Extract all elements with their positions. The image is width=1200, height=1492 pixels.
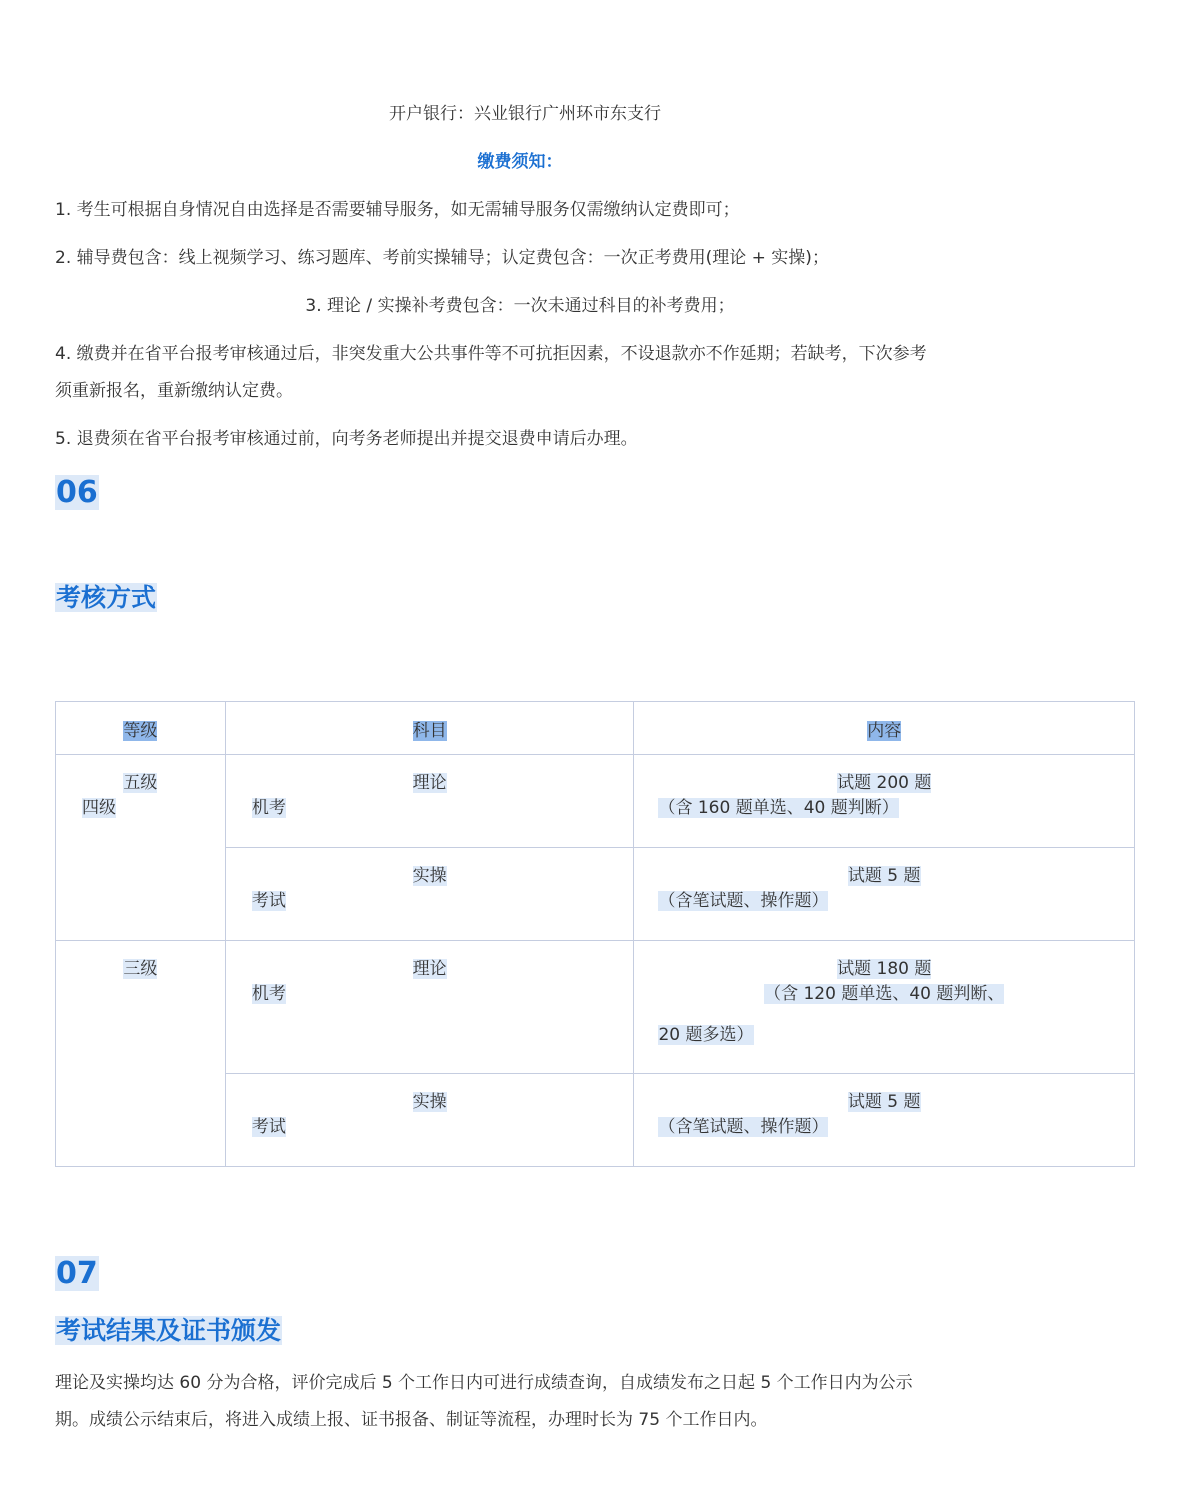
- subject-mode: 机考: [251, 798, 286, 818]
- subject-cell: [225, 848, 634, 941]
- bank-info: 开户银行：兴业银行广州环市东支行: [389, 104, 661, 124]
- fee-notice-item: 1. 考生可根据自身情况自由选择是否需要辅导服务，如无需辅导服务仅需缴纳认定费即可；: [55, 200, 740, 220]
- content-line: （含 160 题单选、40 题判断）: [658, 798, 899, 818]
- section-06-number-wrap: [55, 474, 99, 512]
- subject-cell: [225, 755, 634, 848]
- fee-notice-title: 缴费须知：: [477, 152, 563, 172]
- content-cell: [634, 755, 1135, 848]
- fee-notice-item-continued: 须重新报名，重新缴纳认定费。: [55, 381, 293, 401]
- header-cell: [634, 702, 1135, 755]
- level-cell: [56, 755, 226, 941]
- subject-label: 理论: [412, 959, 447, 979]
- header-subject: 科目: [412, 720, 447, 741]
- subject-mode: 考试: [251, 1117, 286, 1137]
- subject-mode: 考试: [251, 891, 286, 911]
- header-level: 等级: [123, 720, 158, 741]
- content-cell: [634, 1074, 1135, 1167]
- subject-cell: [225, 941, 634, 1074]
- section-number: 07: [56, 1256, 98, 1291]
- fee-notice-item: 4. 缴费并在省平台报考审核通过后，非突发重大公共事件等不可抗拒因素，不设退款亦不作延期；若缺考，下次参考: [55, 344, 927, 364]
- results-paragraph: 理论及实操均达 60 分为合格，评价完成后 5 个工作日内可进行成绩查询，自成绩发布之日起 5 个工作日内为公示: [55, 1373, 913, 1393]
- content-line: 20 题多选）: [658, 1025, 754, 1045]
- section-title: 考核方式: [56, 583, 157, 612]
- table-header-row: [56, 702, 1135, 755]
- content-line: 试题 180 题: [837, 959, 932, 979]
- subject-label: 实操: [412, 866, 447, 886]
- subject-mode: 机考: [251, 984, 286, 1004]
- subject-label: 实操: [412, 1092, 447, 1112]
- content-line: 试题 200 题: [837, 773, 932, 793]
- level-cell: [56, 941, 226, 1167]
- table-row: [56, 755, 1135, 848]
- subject-label: 理论: [412, 773, 447, 793]
- header-content: 内容: [867, 720, 902, 741]
- content-line: 试题 5 题: [847, 1092, 921, 1112]
- level-label: 三级: [123, 959, 158, 979]
- content-cell: [634, 848, 1135, 941]
- fee-notice-item: 5. 退费须在省平台报考审核通过前，向考务老师提出并提交退费申请后办理。: [55, 429, 638, 449]
- table-row: [56, 941, 1135, 1074]
- content-cell: [634, 941, 1135, 1074]
- fee-notice-item: 2. 辅导费包含：线上视频学习、练习题库、考前实操辅导；认定费包含：一次正考费用(理论 + 实操)；: [55, 248, 829, 268]
- fee-notice-item: 3. 理论 / 实操补考费包含：一次未通过科目的补考费用；: [305, 296, 735, 316]
- content-line: （含 120 题单选、40 题判断、: [764, 984, 1005, 1004]
- content-line: 试题 5 题: [847, 866, 921, 886]
- header-cell: [56, 702, 226, 755]
- section-07-number-wrap: [55, 1255, 99, 1293]
- header-cell: [225, 702, 634, 755]
- content-line: （含笔试题、操作题）: [658, 1117, 829, 1137]
- section-07-title-wrap: [55, 1315, 282, 1347]
- results-paragraph-continued: 期。成绩公示结束后，将进入成绩上报、证书报备、制证等流程，办理时长为 75 个工作日内。: [55, 1410, 768, 1430]
- content-line: （含笔试题、操作题）: [658, 891, 829, 911]
- level-label: 四级: [82, 798, 116, 818]
- section-06-title-wrap: [55, 582, 157, 614]
- subject-cell: [225, 1074, 634, 1167]
- section-title: 考试结果及证书颁发: [56, 1316, 282, 1345]
- level-label: 五级: [123, 773, 158, 793]
- assessment-table: [55, 701, 1135, 1167]
- section-number: 06: [56, 475, 98, 510]
